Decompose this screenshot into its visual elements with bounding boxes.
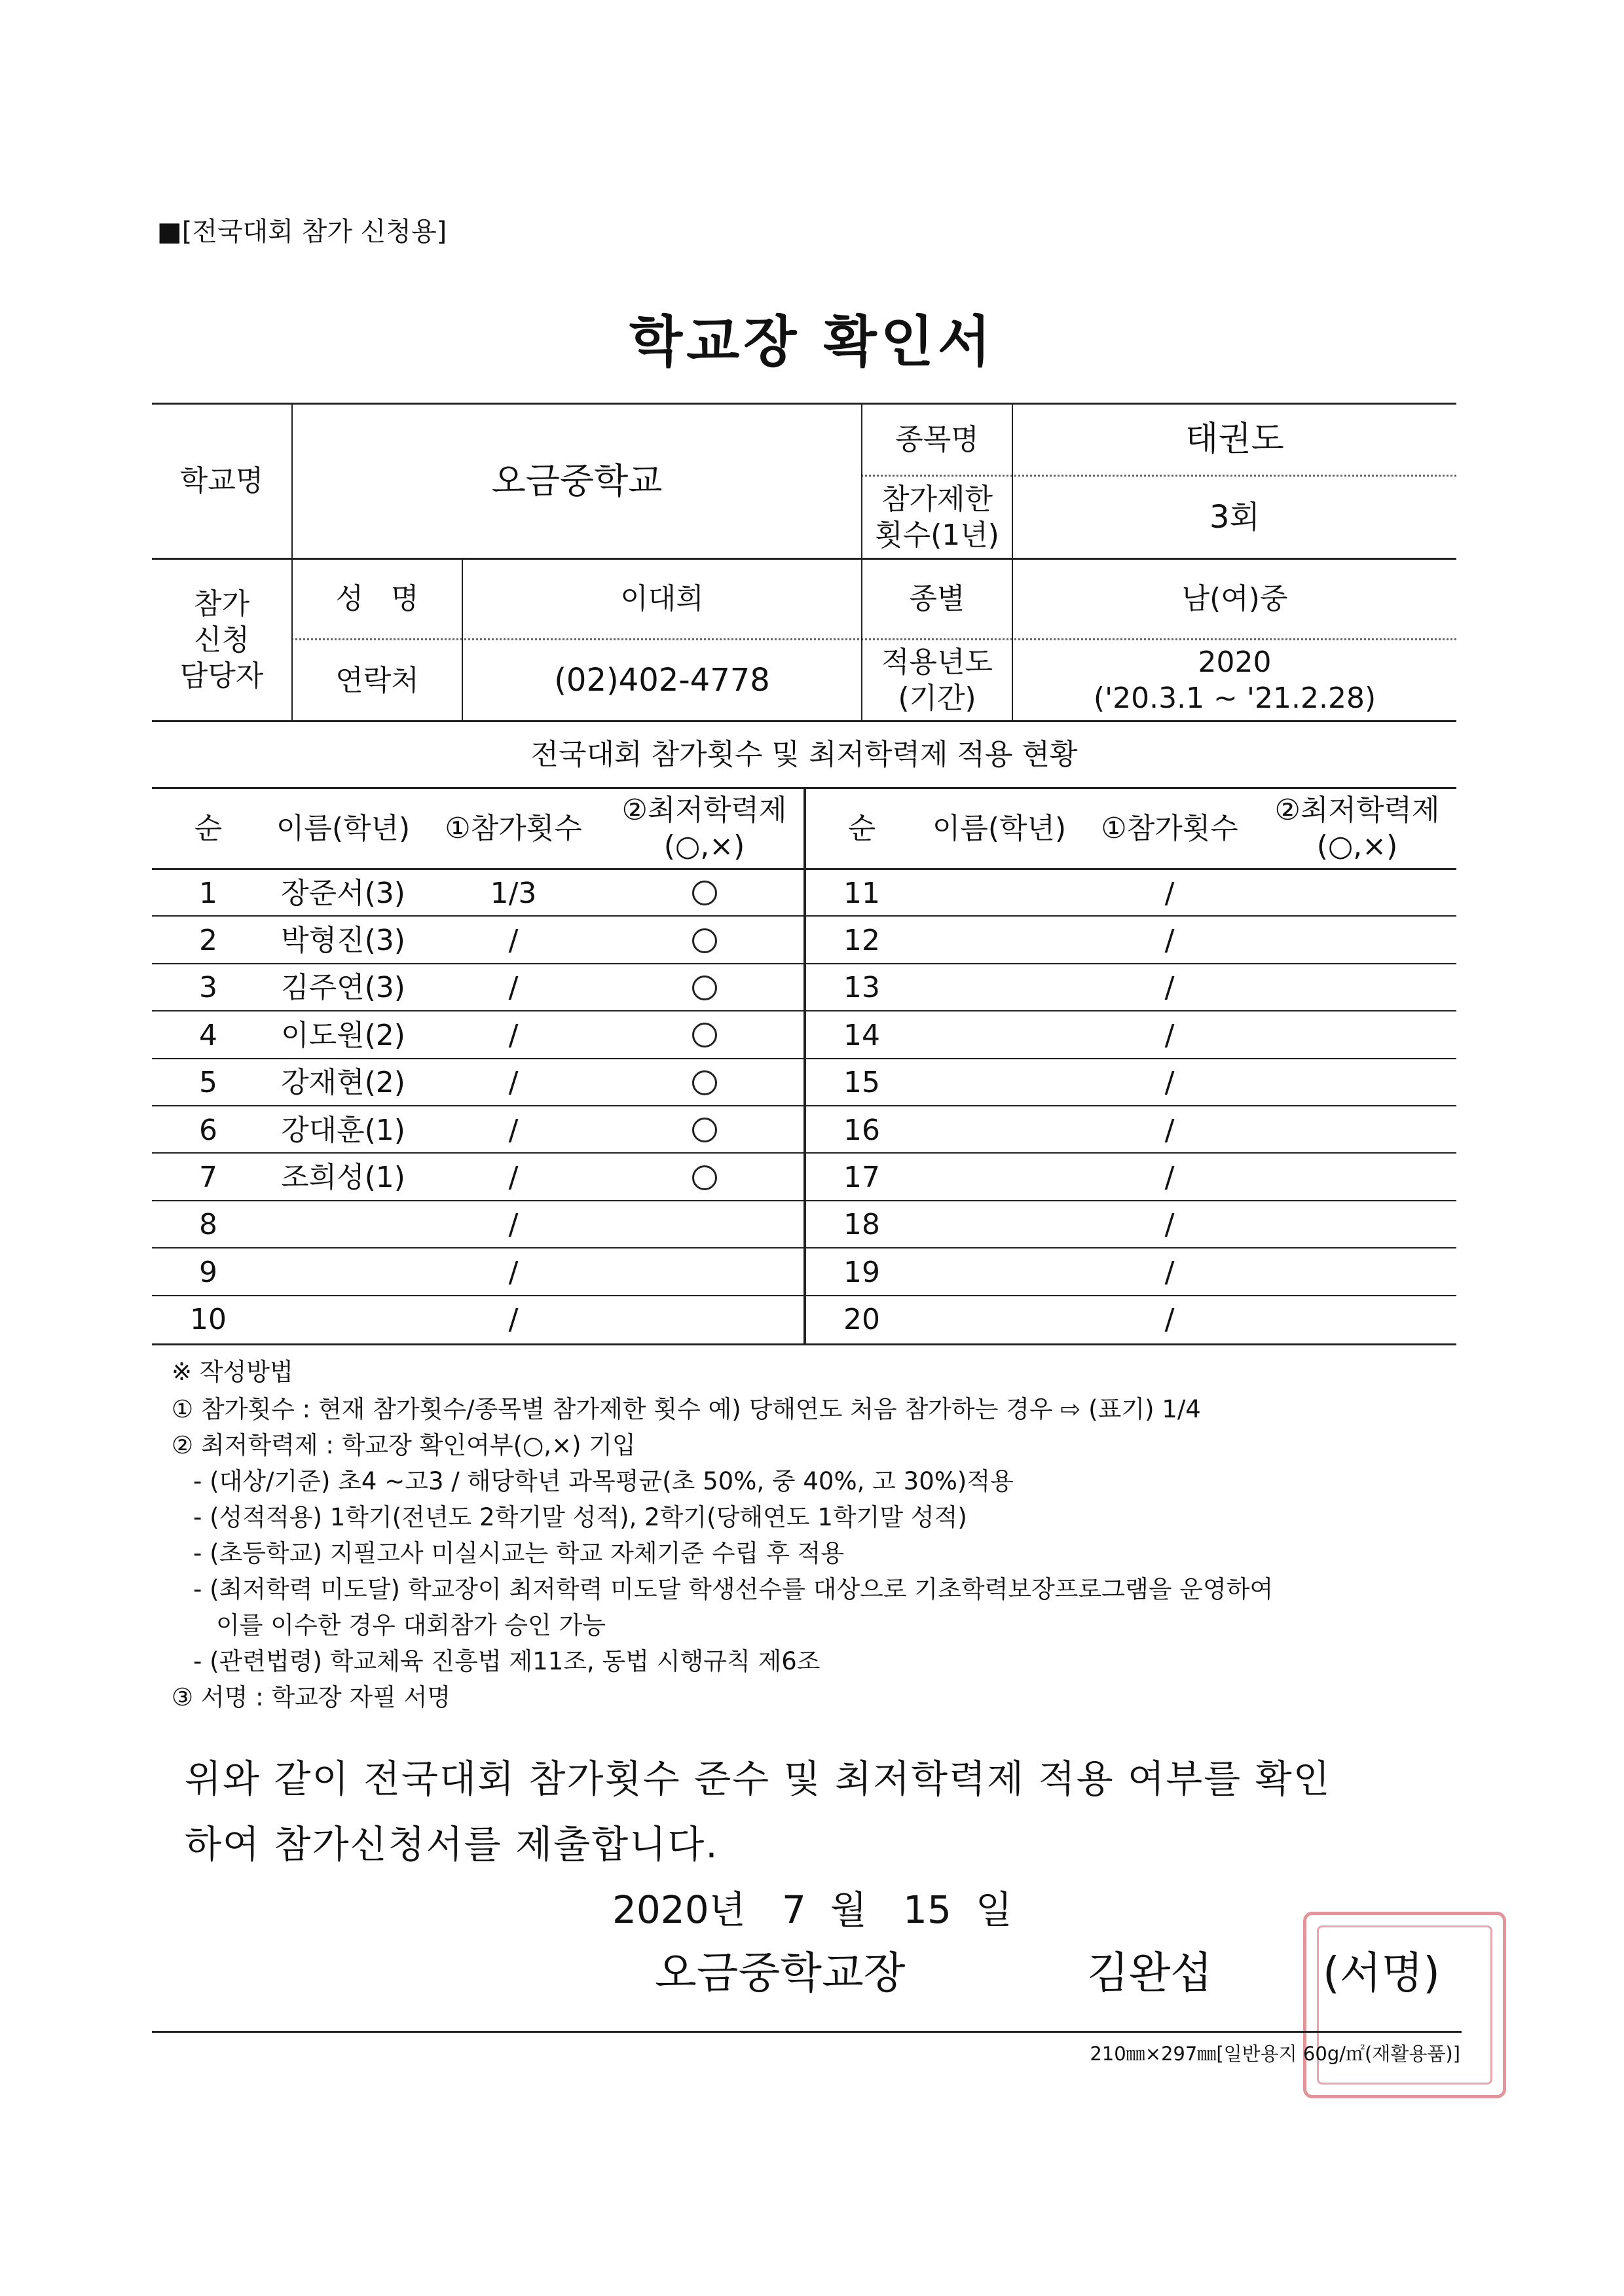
principal-title: 오금중학교장 [655, 1948, 906, 1998]
note-2b: - (성적적용) 1학기(전년도 2학기말 성적), 2학기(당해연도 1학기말 성적) [193, 1503, 967, 1531]
participation-count: / [508, 1303, 519, 1337]
document-title: 학교장 확인서 [629, 310, 995, 374]
header-grade: ②최저학력제 (○,×) [621, 793, 787, 863]
header-name: 이름(학년) [276, 811, 411, 845]
participation-count: / [508, 1161, 519, 1195]
min-academic-mark [1258, 964, 1456, 1011]
row-number: 12 [843, 924, 880, 958]
participation-count: / [1164, 1066, 1175, 1100]
header-count: ①참가횟수 [445, 811, 582, 845]
confirmation-line-2: 하여 참가신청서를 제출합니다. [185, 1822, 719, 1867]
contact-label: 연락처 [335, 663, 419, 697]
min-academic-mark [605, 869, 803, 917]
circle-mark-icon [692, 1165, 717, 1190]
row-number: 7 [199, 1161, 217, 1195]
participation-count: / [1164, 924, 1175, 958]
row-number: 1 [199, 876, 217, 910]
form-type-tag: ■[전국대회 참가 신청용] [157, 217, 447, 247]
row-number: 8 [199, 1208, 217, 1242]
note-2e: - (관련법령) 학교체육 진흥법 제11조, 동법 시행규칙 제6조 [193, 1647, 821, 1675]
participation-count: / [1164, 971, 1175, 1005]
min-academic-mark [1258, 1059, 1456, 1106]
row-number: 11 [843, 876, 880, 910]
note-2d-cont: 이를 이수한 경우 대회참가 승인 가능 [216, 1611, 606, 1639]
note-2: ② 최저학력제 : 학교장 확인여부(○,×) 기입 [172, 1431, 636, 1459]
paper-spec: 210㎜×297㎜[일반용지 60g/㎡(재활용품)] [1090, 2043, 1460, 2065]
participation-count: / [508, 1018, 519, 1052]
note-1: ① 참가횟수 : 현재 참가횟수/종목별 참가제한 횟수 예) 당해연도 처음 참가하는 경우 ⇨ (표기) 1/4 [172, 1395, 1201, 1423]
principal-name: 김완섭 [1087, 1948, 1213, 1998]
row-number: 9 [199, 1255, 217, 1289]
min-academic-mark [1258, 1248, 1456, 1296]
row-number: 17 [843, 1161, 880, 1195]
circle-mark-icon [692, 928, 717, 953]
row-number: 20 [843, 1303, 880, 1337]
student-name [917, 1154, 1081, 1201]
student-name: 김주연(3) [281, 971, 405, 1005]
notes-heading: ※ 작성방법 [172, 1358, 293, 1386]
confirmation-line-1: 위와 같이 전국대회 참가횟수 준수 및 최저학력제 적용 여부를 확인 [185, 1757, 1331, 1801]
student-name: 조희성(1) [281, 1161, 405, 1195]
student-name [265, 1248, 422, 1296]
min-academic-mark [605, 1106, 803, 1154]
participation-count: / [508, 1208, 519, 1242]
circle-mark-icon [692, 1118, 717, 1142]
header-count: ①참가횟수 [1101, 811, 1238, 845]
min-academic-mark [605, 1296, 803, 1343]
row-number: 4 [199, 1018, 217, 1052]
period-label: 적용년도 (기간) [881, 646, 993, 715]
gender-value: 남(여)중 [1181, 582, 1288, 615]
student-name: 장준서(3) [281, 876, 405, 910]
row-number: 15 [843, 1066, 880, 1100]
student-name: 강대훈(1) [281, 1113, 405, 1147]
min-academic-mark [605, 1248, 803, 1296]
participation-count: / [508, 971, 519, 1005]
participation-count: / [1164, 1208, 1175, 1242]
note-2d: - (최저학력 미도달) 학교장이 최저학력 미도달 학생선수를 대상으로 기초학력보장프로그램을 운영하여 [193, 1575, 1274, 1603]
row-number: 6 [199, 1113, 217, 1147]
period-value: 2020 ('20.3.1 ~ '21.2.28) [1093, 646, 1376, 715]
student-name [917, 1106, 1081, 1154]
name-value: 이대희 [620, 582, 704, 615]
event-value: 태권도 [1185, 419, 1284, 459]
row-number: 14 [843, 1018, 880, 1052]
row-number: 18 [843, 1208, 880, 1242]
circle-mark-icon [692, 1070, 717, 1095]
header-name: 이름(학년) [932, 811, 1067, 845]
student-name [265, 1296, 422, 1343]
participation-count: / [508, 924, 519, 958]
min-academic-mark [605, 1011, 803, 1059]
header-grade: ②최저학력제 (○,×) [1274, 793, 1440, 863]
student-name [917, 869, 1081, 917]
participation-count: / [508, 1113, 519, 1147]
row-number: 5 [199, 1066, 217, 1100]
participation-count: / [1164, 876, 1175, 910]
participation-count: / [508, 1066, 519, 1100]
min-academic-mark [1258, 1296, 1456, 1343]
participation-count: / [1164, 1018, 1175, 1052]
min-academic-mark [1258, 1011, 1456, 1059]
student-name [917, 1059, 1081, 1106]
student-name: 박형진(3) [281, 924, 405, 958]
status-title: 전국대회 참가횟수 및 최저학력제 적용 현황 [530, 737, 1078, 771]
participation-count: / [1164, 1303, 1175, 1337]
student-name [917, 1296, 1081, 1343]
min-academic-mark [1258, 869, 1456, 917]
row-number: 13 [843, 971, 880, 1005]
event-label: 종목명 [895, 422, 979, 456]
signature-label: (서명) [1323, 1948, 1441, 1998]
min-academic-mark [1258, 1106, 1456, 1154]
row-number: 19 [843, 1255, 880, 1289]
circle-mark-icon [692, 1023, 717, 1048]
student-name: 강재현(2) [281, 1066, 405, 1100]
student-name [917, 1011, 1081, 1059]
limit-label: 참가제한 횟수(1년) [875, 483, 999, 552]
student-name [917, 964, 1081, 1011]
row-number: 10 [190, 1303, 227, 1337]
student-name [917, 917, 1081, 964]
min-academic-mark [605, 917, 803, 964]
submission-date: 2020년 7 월 15 일 [612, 1887, 1012, 1932]
header-no: 순 [847, 811, 876, 845]
circle-mark-icon [692, 881, 717, 905]
circle-mark-icon [692, 975, 717, 1000]
note-3: ③ 서명 : 학교장 자필 서명 [172, 1683, 451, 1711]
min-academic-mark [605, 1154, 803, 1201]
participation-count: / [1164, 1113, 1175, 1147]
header-no: 순 [194, 811, 223, 845]
min-academic-mark [605, 1201, 803, 1248]
student-name [917, 1201, 1081, 1248]
participation-count: / [1164, 1255, 1175, 1289]
min-academic-mark [1258, 917, 1456, 964]
gender-label: 종별 [909, 582, 965, 615]
applicant-label: 참가 신청 담당자 [179, 587, 264, 693]
row-number: 2 [199, 924, 217, 958]
min-academic-mark [1258, 1201, 1456, 1248]
school-value: 오금중학교 [491, 460, 663, 501]
student-name: 이도원(2) [281, 1018, 405, 1052]
min-academic-mark [1258, 1154, 1456, 1201]
school-label: 학교명 [179, 464, 264, 498]
student-name [265, 1201, 422, 1248]
participation-count: 1/3 [490, 876, 537, 910]
name-label: 성 명 [335, 582, 419, 615]
min-academic-mark [605, 1059, 803, 1106]
participation-count: / [1164, 1161, 1175, 1195]
student-name [917, 1248, 1081, 1296]
note-2a: - (대상/기준) 초4 ~고3 / 해당학년 과목평균(초 50%, 중 40%, 고 30%)적용 [193, 1467, 1014, 1495]
participation-count: / [508, 1255, 519, 1289]
row-number: 3 [199, 971, 217, 1005]
min-academic-mark [605, 964, 803, 1011]
limit-value: 3회 [1209, 499, 1260, 536]
row-number: 16 [843, 1113, 880, 1147]
note-2c: - (초등학교) 지필고사 미실시교는 학교 자체기준 수립 후 적용 [193, 1539, 845, 1567]
contact-value: (02)402-4778 [554, 662, 770, 699]
